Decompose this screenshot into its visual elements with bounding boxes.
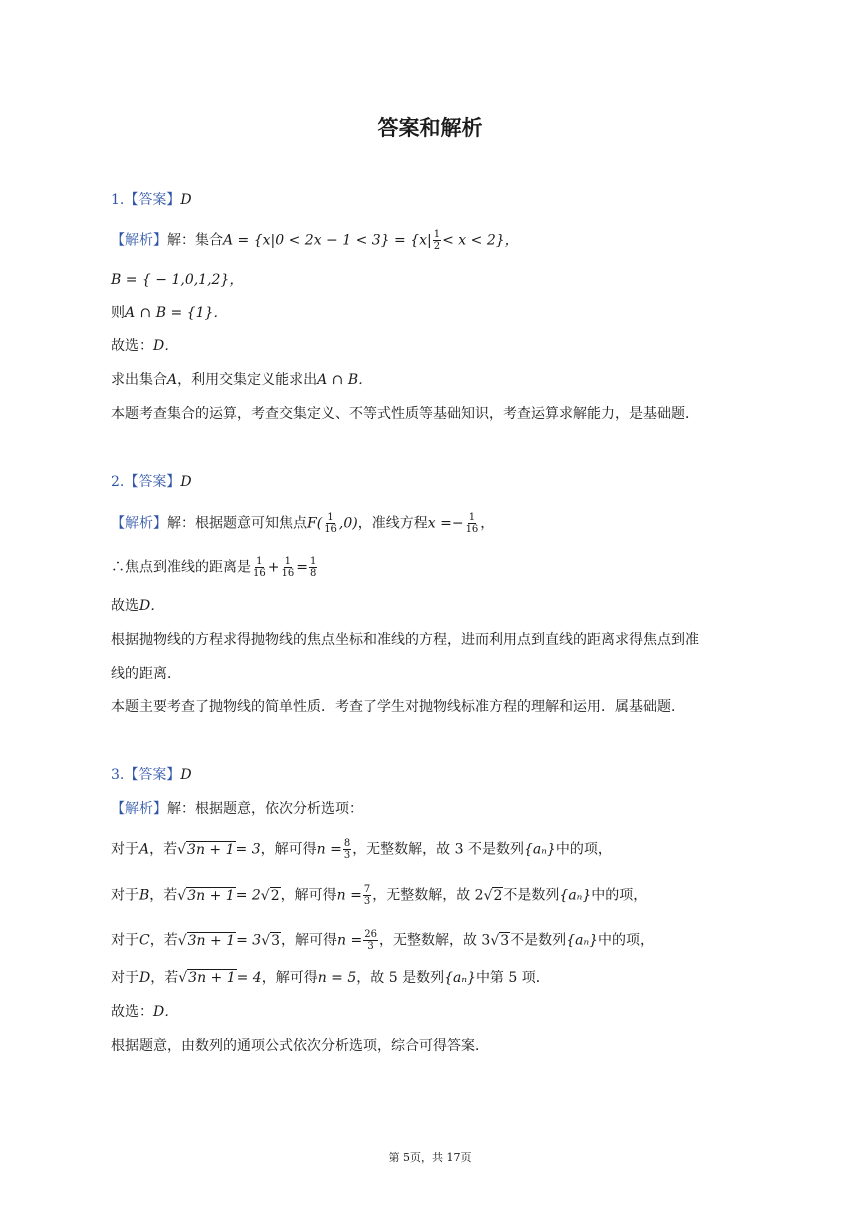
q3-option-a-line bbox=[111, 838, 612, 861]
q1-math: A ∩ B = {1}． bbox=[125, 305, 228, 321]
q1-math: B = { − 1,0,1,2}， bbox=[111, 272, 244, 288]
q2-text: 根据抛物线的方程求得抛物线的焦点坐标和准线的方程，进而利用点到直线的距离求得焦点到准 bbox=[111, 632, 699, 648]
q1-math: D． bbox=[153, 338, 179, 354]
q3-math: {aₙ} bbox=[559, 887, 592, 904]
q1-analysis-line-5 bbox=[111, 370, 372, 390]
sqrt-radicand: 3n + 1 bbox=[187, 841, 235, 858]
frac-num: 1 bbox=[327, 512, 334, 523]
q2-math: ,0) bbox=[338, 515, 358, 532]
q2-fraction bbox=[323, 512, 338, 535]
q3-text: 解：根据题意，依次分析选项： bbox=[167, 801, 363, 817]
q3-math: {aₙ} bbox=[444, 970, 476, 986]
q1-text: 求出集合 bbox=[111, 372, 167, 388]
q1-text: 则 bbox=[111, 305, 125, 321]
q3-text: 中的项， bbox=[555, 841, 612, 858]
q3-text: ，无整数解，故 3 bbox=[378, 932, 491, 949]
q3-text: ，无整数解，故 3 不是数列 bbox=[352, 841, 524, 858]
q2-math: x =− bbox=[427, 515, 464, 532]
q1-text: ，利用交集定义能求出 bbox=[177, 372, 318, 388]
q1-answer-line bbox=[111, 190, 192, 210]
sqrt: √3n + 1 bbox=[177, 932, 236, 949]
q3-math: = 2 bbox=[235, 887, 261, 904]
q2-text: 故选 bbox=[111, 598, 139, 614]
q3-math: n = bbox=[316, 841, 342, 858]
q3-analysis-line-1 bbox=[111, 799, 363, 819]
q1-analysis-tag: 【解析】 bbox=[111, 232, 167, 249]
q3-text: ，无整数解，故 2 bbox=[372, 887, 484, 904]
q3-text: 不是数列 bbox=[503, 887, 560, 904]
q3-analysis-conclusion bbox=[111, 1002, 178, 1022]
sqrt-radicand: 3n + 1 bbox=[187, 932, 236, 949]
frac-den: 16 bbox=[465, 524, 479, 535]
q3-text: 故选： bbox=[111, 1004, 153, 1020]
q3-text: ，解可得 bbox=[281, 932, 338, 949]
q1-text: 本题考查集合的运算，考查交集定义、不等式性质等基础知识，考查运算求解能力，是基础题． bbox=[111, 406, 699, 422]
q2-analysis-line-1 bbox=[111, 512, 494, 535]
q3-analysis-summary bbox=[111, 1036, 489, 1056]
q1-math: A bbox=[167, 372, 178, 388]
frac-den: 8 bbox=[309, 568, 317, 579]
q1-math: A = {x|0 < 2x − 1 < 3} = {x| bbox=[223, 232, 432, 249]
frac-den: 3 bbox=[363, 896, 371, 907]
q2-math: D． bbox=[139, 598, 165, 614]
q2-analysis-tag: 【解析】 bbox=[111, 515, 167, 532]
q2-math: F( bbox=[307, 515, 323, 532]
q3-math: = 3 bbox=[236, 932, 262, 949]
q3-option-c-line bbox=[111, 929, 654, 952]
sqrt: √2 bbox=[260, 887, 280, 904]
q3-text: ，若 bbox=[149, 887, 178, 904]
q2-analysis-line-6 bbox=[111, 697, 685, 717]
frac-den: 16 bbox=[253, 568, 266, 579]
q3-math: C bbox=[139, 932, 150, 949]
q3-math: = 3 bbox=[235, 841, 261, 858]
q3-math: D bbox=[139, 970, 151, 986]
q2-fraction bbox=[309, 556, 317, 579]
sqrt: √3 bbox=[490, 932, 510, 949]
q1-number: 1. bbox=[111, 192, 125, 208]
q3-fraction bbox=[363, 884, 371, 907]
q3-answer-tag: 【答案】 bbox=[124, 767, 181, 783]
q2-text: ∴焦点到准线的距离是 bbox=[111, 559, 251, 576]
q3-text: 中的项， bbox=[591, 887, 648, 904]
q1-text: 解：集合 bbox=[167, 232, 223, 249]
q1-analysis-line-6 bbox=[111, 404, 699, 424]
q2-analysis-line-3 bbox=[111, 596, 164, 616]
q2-fraction bbox=[465, 512, 480, 535]
q2-math: + bbox=[267, 559, 280, 576]
q2-math: = bbox=[296, 559, 308, 576]
q3-text: ，解可得 bbox=[260, 841, 317, 858]
sqrt-radicand: 2 bbox=[270, 887, 280, 904]
sqrt: √2 bbox=[483, 887, 503, 904]
q2-analysis-line-4 bbox=[111, 630, 699, 650]
frac-num: 7 bbox=[363, 884, 371, 895]
sqrt-radicand: 3n + 1 bbox=[188, 970, 236, 986]
sqrt: √3n + 1 bbox=[177, 887, 235, 904]
q3-answer: D bbox=[180, 767, 192, 783]
q1-analysis-line-1 bbox=[111, 229, 519, 252]
frac-den: 3 bbox=[367, 941, 374, 952]
frac-num: 26 bbox=[364, 929, 377, 940]
sqrt: √3n + 1 bbox=[177, 841, 235, 858]
frac-num: 1 bbox=[468, 512, 476, 523]
q3-text: ，故 5 是数列 bbox=[356, 970, 445, 986]
sqrt-radicand: 3 bbox=[500, 932, 510, 949]
frac-den: 16 bbox=[324, 524, 337, 535]
q3-text: ，若 bbox=[150, 970, 179, 986]
q1-answer-tag: 【答案】 bbox=[124, 192, 181, 208]
q3-math: D． bbox=[153, 1004, 179, 1020]
q1-analysis-line-3 bbox=[111, 303, 227, 323]
frac-num: 8 bbox=[343, 838, 351, 849]
frac-num: 1 bbox=[256, 556, 263, 567]
q3-text: 不是数列 bbox=[510, 932, 567, 949]
q2-text: ，准线方程 bbox=[357, 515, 428, 532]
q3-math: n = bbox=[336, 887, 362, 904]
q3-number: 3. bbox=[111, 767, 125, 783]
frac-num: 1 bbox=[309, 556, 317, 567]
q3-math: A bbox=[139, 841, 150, 858]
q2-text: 解：根据题意可知焦点 bbox=[167, 515, 307, 532]
q3-fraction bbox=[343, 838, 351, 861]
q3-math: n = bbox=[337, 932, 363, 949]
q2-answer-tag: 【答案】 bbox=[124, 474, 181, 490]
frac-num: 1 bbox=[433, 229, 441, 240]
q1-analysis-line-4 bbox=[111, 336, 178, 356]
q1-math: < x < 2}， bbox=[442, 232, 519, 249]
q3-analysis-tag: 【解析】 bbox=[111, 801, 167, 817]
frac-den: 2 bbox=[433, 241, 441, 252]
frac-den: 3 bbox=[343, 850, 351, 861]
q3-text: 根据题意，由数列的通项公式依次分析选项，综合可得答案． bbox=[111, 1038, 489, 1054]
sqrt-radicand: 3 bbox=[271, 932, 281, 949]
q2-number: 2. bbox=[111, 474, 125, 490]
q2-text: ， bbox=[480, 515, 495, 532]
q3-text: ，解可得 bbox=[261, 970, 318, 986]
q3-text: 中第 5 项． bbox=[475, 970, 550, 986]
q1-fraction bbox=[433, 229, 441, 252]
q3-text: ，若 bbox=[149, 932, 178, 949]
q3-text: 对于 bbox=[111, 970, 139, 986]
q3-math: {aₙ} bbox=[524, 841, 556, 858]
sqrt: √3n + 1 bbox=[178, 970, 236, 986]
q3-text: ，解可得 bbox=[280, 887, 337, 904]
sqrt-radicand: 3n + 1 bbox=[187, 887, 235, 904]
q2-text: 本题主要考查了抛物线的简单性质．考查了学生对抛物线标准方程的理解和运用．属基础题． bbox=[111, 699, 685, 715]
sqrt-radicand: 2 bbox=[493, 887, 503, 904]
page-title: 答案和解析 bbox=[377, 116, 483, 140]
q2-text: 线的距离． bbox=[111, 666, 181, 682]
sqrt: √3 bbox=[261, 932, 281, 949]
q2-fraction bbox=[280, 556, 295, 579]
q2-fraction bbox=[252, 556, 267, 579]
q3-text: 中的项， bbox=[598, 932, 655, 949]
q2-answer: D bbox=[180, 474, 192, 490]
q2-analysis-line-2 bbox=[111, 556, 318, 579]
q1-text: 故选： bbox=[111, 338, 153, 354]
q3-math: B bbox=[139, 887, 150, 904]
q3-text: 对于 bbox=[111, 887, 139, 904]
q3-fraction bbox=[363, 929, 378, 952]
q3-text: 对于 bbox=[111, 841, 139, 858]
q1-math: A ∩ B． bbox=[317, 372, 373, 388]
q3-option-b-line bbox=[111, 884, 647, 907]
q3-math: = 4 bbox=[236, 970, 262, 986]
frac-den: 16 bbox=[281, 568, 295, 579]
q3-option-d-line bbox=[111, 968, 550, 988]
q3-math: n = 5 bbox=[317, 970, 357, 986]
page-footer: 第 5页，共 17页 bbox=[388, 1151, 472, 1164]
q2-analysis-line-5 bbox=[111, 664, 181, 684]
frac-num: 1 bbox=[284, 556, 292, 567]
q1-answer: D bbox=[180, 192, 192, 208]
q3-text: 对于 bbox=[111, 932, 139, 949]
q2-answer-line bbox=[111, 472, 192, 492]
q3-text: ，若 bbox=[149, 841, 178, 858]
q3-math: {aₙ} bbox=[566, 932, 599, 949]
q3-answer-line bbox=[111, 765, 192, 785]
q1-analysis-line-2 bbox=[111, 270, 243, 290]
